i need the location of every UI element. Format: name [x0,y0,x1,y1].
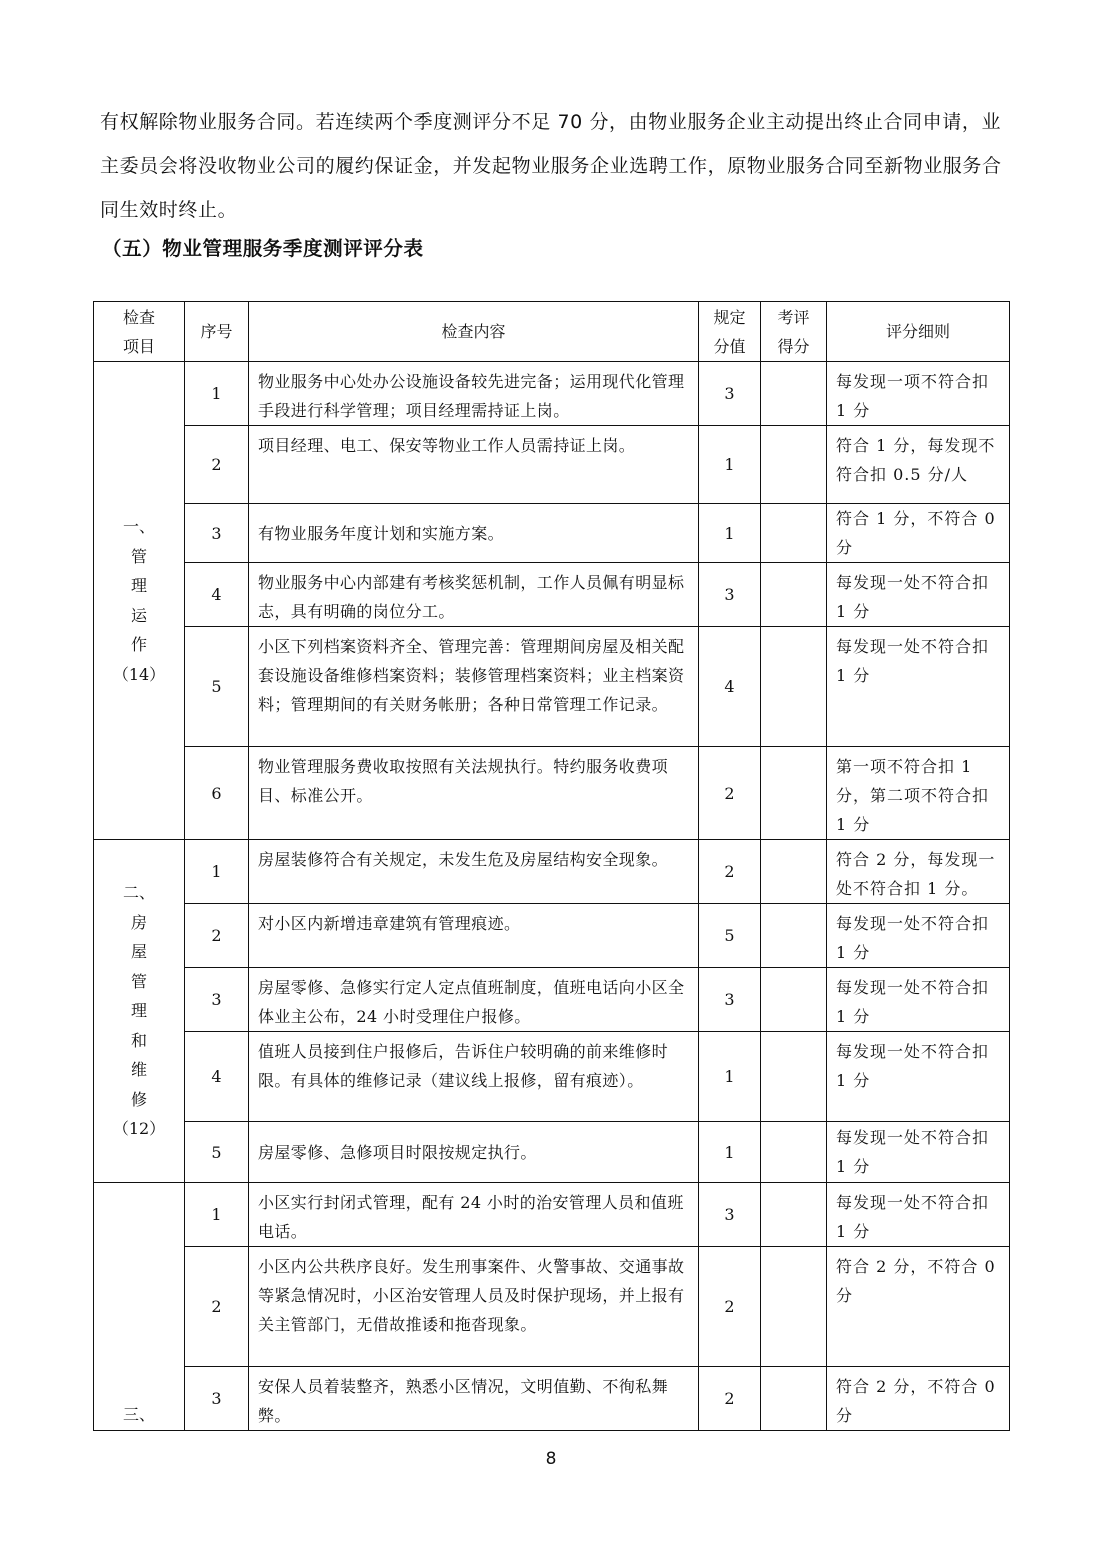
points-cell: 3 [699,362,761,426]
page-number: 8 [545,1449,557,1469]
score-cell [761,747,827,840]
rule-cell: 每发现一项不符合扣 1 分 [827,362,1010,426]
score-cell [761,1122,827,1183]
table-row [94,627,1010,747]
table-row [94,1122,1010,1183]
number-cell: 2 [185,1247,249,1367]
rule-cell: 符合 1 分，每发现不符合扣 0.5 分/人 [827,426,1010,504]
score-cell [761,1032,827,1122]
points-cell: 2 [699,1367,761,1431]
number-cell: 2 [185,904,249,968]
content-cell: 房屋零修、急修实行定人定点值班制度，值班电话向小区全体业主公布，24 小时受理住户报修。 [249,968,699,1032]
points-cell: 3 [699,1183,761,1247]
score-cell [761,504,827,563]
header-category: 检查 项目 [94,302,185,362]
content-cell: 房屋零修、急修项目时限按规定执行。 [249,1122,699,1183]
content-cell: 小区内公共秩序良好。发生刑事案件、火警事故、交通事故等紧急情况时，小区治安管理人员及时保护现场，并上报有关主管部门，无借故推诿和拖沓现象。 [249,1247,699,1367]
rule-cell: 每发现一处不符合扣 1 分 [827,1183,1010,1247]
content-cell: 小区实行封闭式管理，配有 24 小时的治安管理人员和值班电话。 [249,1183,699,1247]
content-cell: 物业服务中心处办公设施设备较先进完备；运用现代化管理手段进行科学管理；项目经理需持证上岗。 [249,362,699,426]
table-row [94,747,1010,840]
table-row [94,504,1010,563]
rule-cell: 每发现一处不符合扣 1 分 [827,563,1010,627]
number-cell: 1 [185,840,249,904]
rule-cell: 符合 1 分，不符合 0 分 [827,504,1010,563]
points-cell: 4 [699,627,761,747]
content-cell: 房屋装修符合有关规定，未发生危及房屋结构安全现象。 [249,840,699,904]
score-cell [761,840,827,904]
evaluation-table [93,301,1010,1431]
header-score: 考评 得分 [761,302,827,362]
points-cell: 2 [699,1247,761,1367]
rule-cell: 每发现一处不符合扣 1 分 [827,1122,1010,1183]
category-cell: 二、 房 屋 管 理 和 维 修 （12） [94,840,185,1183]
number-cell: 3 [185,968,249,1032]
rule-cell: 每发现一处不符合扣 1 分 [827,627,1010,747]
table-body [94,362,1010,1431]
content-cell: 对小区内新增违章建筑有管理痕迹。 [249,904,699,968]
score-cell [761,968,827,1032]
content-cell: 项目经理、电工、保安等物业工作人员需持证上岗。 [249,426,699,504]
number-cell: 6 [185,747,249,840]
table-row [94,1183,1010,1247]
intro-paragraph: 有权解除物业服务合同。若连续两个季度测评分不足 70 分，由物业服务企业主动提出终止合同申请，业主委员会将没收物业公司的履约保证金，并发起物业服务企业选聘工作，原物业服务合同至新物业服务合同生效时终止。 [100,111,1002,221]
header-content: 检查内容 [249,302,699,362]
number-cell: 3 [185,1367,249,1431]
table-row [94,426,1010,504]
rule-cell: 符合 2 分，不符合 0 分 [827,1367,1010,1431]
section-title: （五）物业管理服务季度测评评分表 [102,237,424,260]
content-cell: 小区下列档案资料齐全、管理完善：管理期间房屋及相关配套设施设备维修档案资料；装修管理档案资料；业主档案资料；管理期间的有关财务帐册；各种日常管理工作记录。 [249,627,699,747]
number-cell: 5 [185,1122,249,1183]
points-cell: 3 [699,563,761,627]
score-cell [761,1183,827,1247]
table-row [94,362,1010,426]
points-cell: 2 [699,747,761,840]
number-cell: 2 [185,426,249,504]
table-row [94,1367,1010,1431]
number-cell: 1 [185,362,249,426]
score-cell [761,563,827,627]
table-row [94,904,1010,968]
points-cell: 3 [699,968,761,1032]
points-cell: 1 [699,426,761,504]
category-cell: 一、 管 理 运 作 （14） [94,362,185,840]
content-cell: 有物业服务年度计划和实施方案。 [249,504,699,563]
score-cell [761,627,827,747]
score-cell [761,1247,827,1367]
points-cell: 2 [699,840,761,904]
number-cell: 1 [185,1183,249,1247]
score-cell [761,362,827,426]
number-cell: 4 [185,563,249,627]
content-cell: 安保人员着装整齐，熟悉小区情况，文明值勤、不徇私舞弊。 [249,1367,699,1431]
rule-cell: 每发现一处不符合扣 1 分 [827,968,1010,1032]
score-cell [761,426,827,504]
number-cell: 5 [185,627,249,747]
header-rules: 评分细则 [827,302,1010,362]
table-row [94,840,1010,904]
table-row [94,1247,1010,1367]
score-cell [761,904,827,968]
rule-cell: 每发现一处不符合扣 1 分 [827,904,1010,968]
rule-cell: 第一项不符合扣 1 分，第二项不符合扣 1 分 [827,747,1010,840]
content-cell: 值班人员接到住户报修后，告诉住户较明确的前来维修时限。有具体的维修记录（建议线上报修，留有痕迹）。 [249,1032,699,1122]
points-cell: 5 [699,904,761,968]
header-number: 序号 [185,302,249,362]
number-cell: 4 [185,1032,249,1122]
rule-cell: 符合 2 分，不符合 0 分 [827,1247,1010,1367]
points-cell: 1 [699,1122,761,1183]
points-cell: 1 [699,1032,761,1122]
score-cell [761,1367,827,1431]
points-cell: 1 [699,504,761,563]
content-cell: 物业服务中心内部建有考核奖惩机制，工作人员佩有明显标志，具有明确的岗位分工。 [249,563,699,627]
rule-cell: 每发现一处不符合扣 1 分 [827,1032,1010,1122]
table-row [94,968,1010,1032]
table-row [94,1032,1010,1122]
rule-cell: 符合 2 分，每发现一处不符合扣 1 分。 [827,840,1010,904]
category-cell: 三、 [94,1183,185,1431]
content-cell: 物业管理服务费收取按照有关法规执行。特约服务收费项目、标准公开。 [249,747,699,840]
number-cell: 3 [185,504,249,563]
table-row [94,563,1010,627]
table-header-row [94,302,1010,362]
header-points: 规定 分值 [699,302,761,362]
